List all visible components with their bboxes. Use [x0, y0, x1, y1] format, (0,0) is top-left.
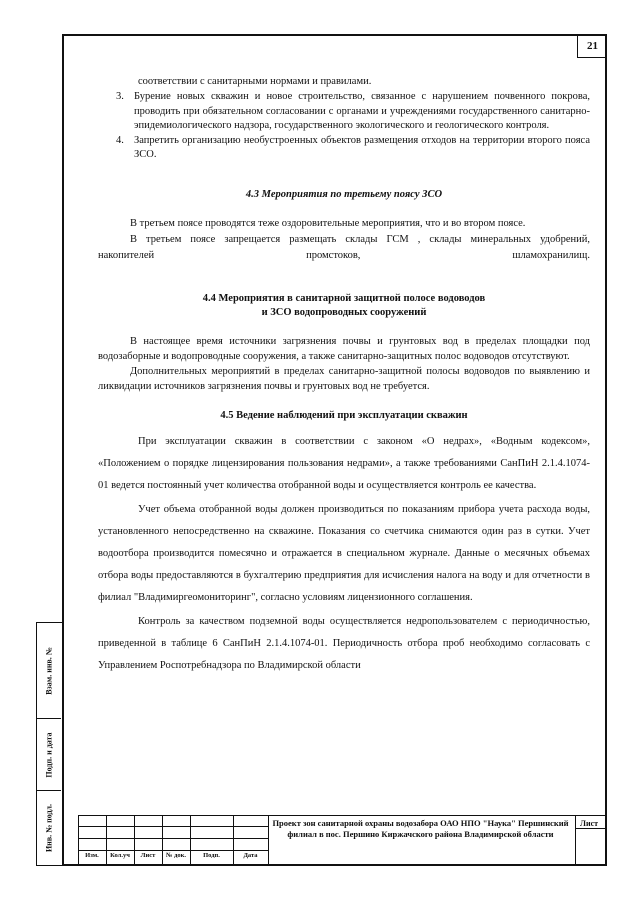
stamp-sheet-divider — [575, 828, 607, 829]
document-title: Проект зон санитарной охраны водозабора ОАО НПО "Наука" Першинский филиал в пос. Першино Киржачского района Владимирской области — [272, 818, 569, 839]
stamp-col-label: № док. — [165, 852, 187, 859]
paragraph: Дополнительных мероприятий в пределах санитарно-защитной полосы водоводов по выявлению и ликвидации источников загрязнения почвы и грунтовых вод не требуется. — [98, 365, 590, 392]
numbered-list — [98, 90, 590, 163]
paragraph: В третьем поясе запрещается размещать склады ГСМ , склады минеральных удобрений, накопителей промстоков, шламохранилищ. — [98, 233, 590, 261]
paragraph: В третьем поясе проводятся теже оздоровительные мероприятия, что и во втором поясе. — [130, 217, 526, 229]
stamp-col-label: Изм. — [85, 852, 99, 859]
stamp-col-label: Подп. — [203, 852, 220, 859]
section-heading-4-4: 4.4 Мероприятия в санитарной защитной полосе водоводов и ЗСО водопроводных сооружений — [202, 292, 486, 318]
side-stamp-label: Инв. № подл. — [44, 803, 54, 853]
sheet-label: Лист — [580, 819, 599, 828]
section-heading-4-3: 4.3 Мероприятия по третьему поясу ЗСО — [245, 188, 443, 200]
paragraph: При эксплуатации скважин в соответствии с законом «О недрах», «Водным кодексом», «Положением о порядке лицензирования пользования недрами», а также требованиями СанПиН 2.1.4.1074-01 ведется постоянный учет количества отобранной воды и осуществляется контроль ее качества. — [98, 435, 590, 491]
stamp-col-label: Кол.уч — [110, 852, 130, 859]
paragraph: Контроль за качеством подземной воды осуществляется недропользователем с периодичностью, приведенной в таблице 6 СанПиН 2.1.4.1074-01. Периодичность отбора проб необходимо согласовать с Управлением Роспотребнадзора по Владимирской области — [98, 615, 590, 671]
paragraph: Учет объема отобранной воды должен производиться по показаниям прибора учета расхода воды, установленного непосредственно на скважине. Показания со счетчика снимаются один раз в сутки. Учет водоотбора производится помесячно и отражается в специальном журнале. Данные о месячных объемах отбора воды предоставляются в бухгалтерию предприятия для исчисления налога на воду и для отчетности в филиал "Владимиргеомониторинг", согласно условиям лицензионного соглашения. — [98, 503, 590, 603]
stamp-col-line — [575, 816, 576, 865]
list-item: 3. Бурение новых скважин и новое строительство, связанное с нарушением почвенного покрова, проводить при обязательном согласовании с органами и учреждениями государственного санитарно-эпидемиологического надзора, государственного экологического и геологического контроля. — [136, 90, 590, 134]
side-stamp-label: Подп. и дата — [44, 731, 54, 778]
section-heading-4-5: 4.5 Ведение наблюдений при эксплуатации скважин — [220, 409, 468, 421]
continuation-text: соответствии с санитарными нормами и правилами. — [138, 76, 372, 87]
stamp-col-label: Лист — [140, 852, 156, 859]
side-stamp-signature-date — [37, 719, 61, 791]
page-number: 21 — [577, 34, 607, 58]
list-item-text: Запретить организацию необустроенных объектов размещения отходов на территории второго пояса ЗСО. — [134, 134, 590, 160]
side-stamp-original-inv — [37, 791, 61, 865]
paragraph: В настоящее время источники загрязнения почвы и грунтовых вод в пределах площадки под водозаборные и водопроводные сооружения, а также санитарно-защитных полос водоводов отсутствуют. — [98, 335, 590, 362]
title-block — [78, 815, 607, 866]
list-item: 4. Запретить организацию необустроенных объектов размещения отходов на территории второго пояса ЗСО. — [136, 134, 590, 163]
side-stamp-replaced-inv — [37, 623, 61, 719]
list-item-text: Бурение новых скважин и новое строительство, связанное с нарушением почвенного покрова, проводить при обязательном согласовании с органами и учреждениями государственного санитарно-эпидемиологического надзора, государственного экологического и геологического контроля. — [134, 91, 590, 131]
side-stamp — [36, 622, 62, 866]
side-stamp-label: Взам. инв. № — [44, 646, 54, 695]
stamp-col-label: Дата — [243, 852, 258, 859]
document-body — [98, 74, 590, 677]
